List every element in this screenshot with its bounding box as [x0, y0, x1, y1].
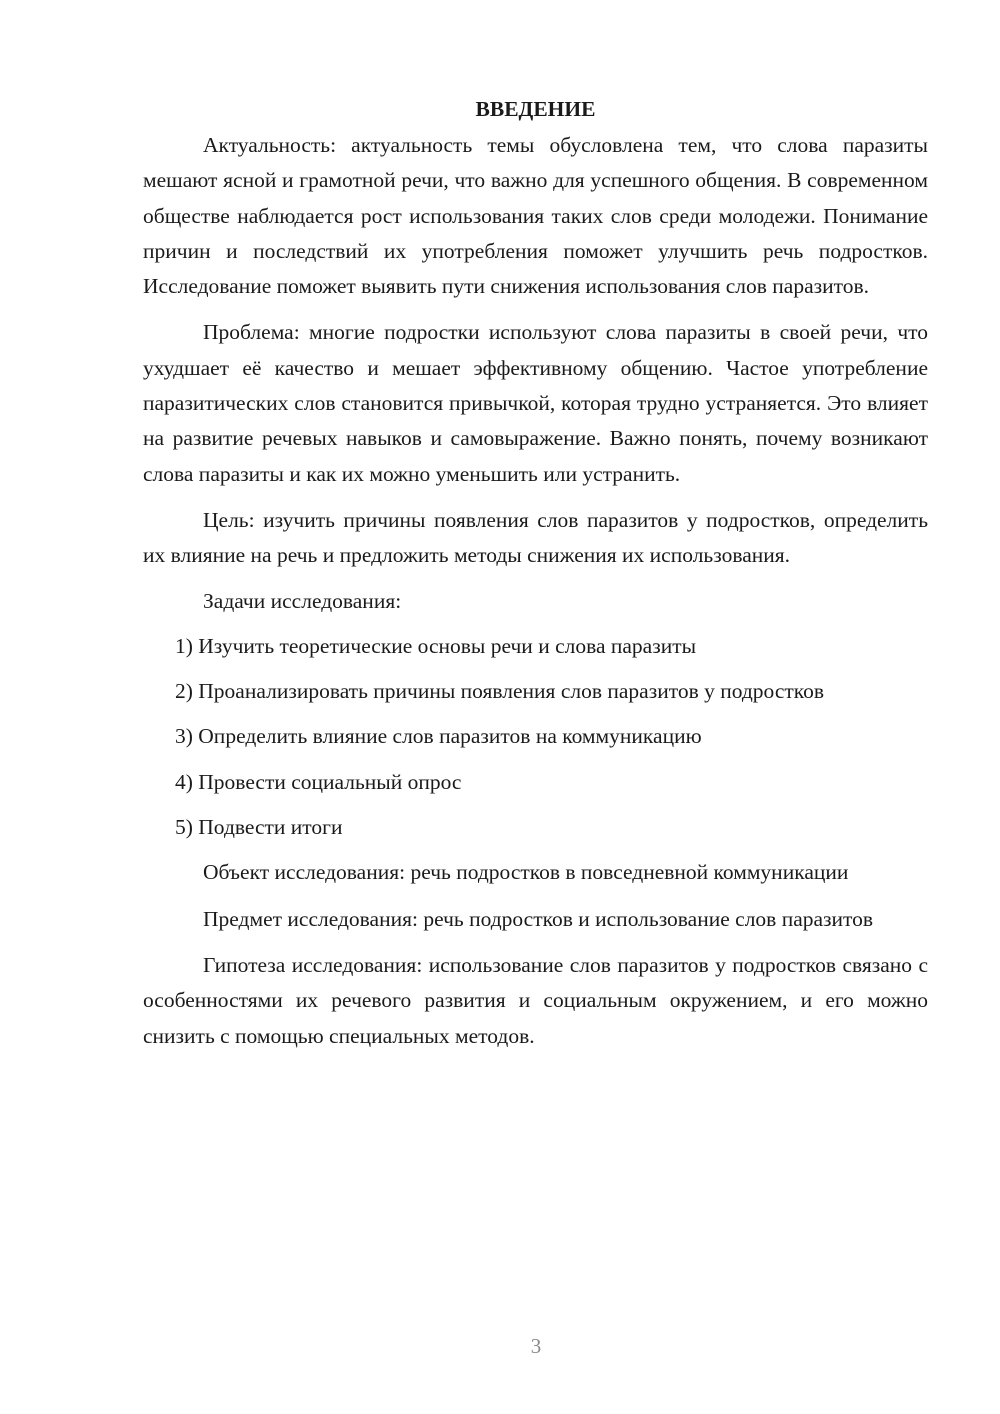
page-number: 3: [530, 1334, 542, 1358]
task-item-2: 2) Проанализировать причины появления слов паразитов у подростков: [175, 679, 825, 704]
section-title: ВВЕДЕНИЕ: [475, 97, 596, 121]
paragraph-goal: Цель: изучить причины появления слов паразитов у подростков, определить их влияние на речь и предложить методы снижения их использования.: [143, 507, 928, 568]
paragraph-subject: Предмет исследования: речь подростков и использование слов паразитов: [203, 906, 874, 931]
paragraph-problem: Проблема: многие подростки используют слова паразиты в своей речи, что ухудшает её качество и мешает эффективному общению. Частое употребление паразитических слов становится привычкой, которая трудно устраняется. Это влияет на развитие речевых навыков и самовыражение. Важно понять, почему возникают слова паразиты и как их можно уменьшить или устранить.: [143, 320, 928, 486]
paragraph-hypothesis: Гипотеза исследования: использование слов паразитов у подростков связано с особенностями их речевого развития и социальным окружением, и его можно снизить с помощью специальных методов.: [143, 952, 928, 1048]
task-item-4: 4) Провести социальный опрос: [175, 769, 462, 794]
task-item-3: 3) Определить влияние слов паразитов на коммуникацию: [175, 724, 702, 749]
paragraph-object: Объект исследования: речь подростков в повседневной коммуникации: [203, 860, 849, 885]
task-item-1: 1) Изучить теоретические основы речи и слова паразиты: [175, 633, 697, 658]
task-item-5: 5) Подвести итоги: [175, 815, 343, 840]
tasks-heading: Задачи исследования:: [203, 588, 402, 613]
paragraph-relevance: Актуальность: актуальность темы обусловлена тем, что слова паразиты мешают ясной и грамотной речи, что важно для успешного общения. В современном обществе наблюдается рост использования таких слов среди молодежи. Понимание причин и последствий их употребления поможет улучшить речь подростков. Исследование поможет выявить пути снижения использования слов паразитов.: [143, 133, 928, 299]
page-body: [143, 90, 928, 1054]
